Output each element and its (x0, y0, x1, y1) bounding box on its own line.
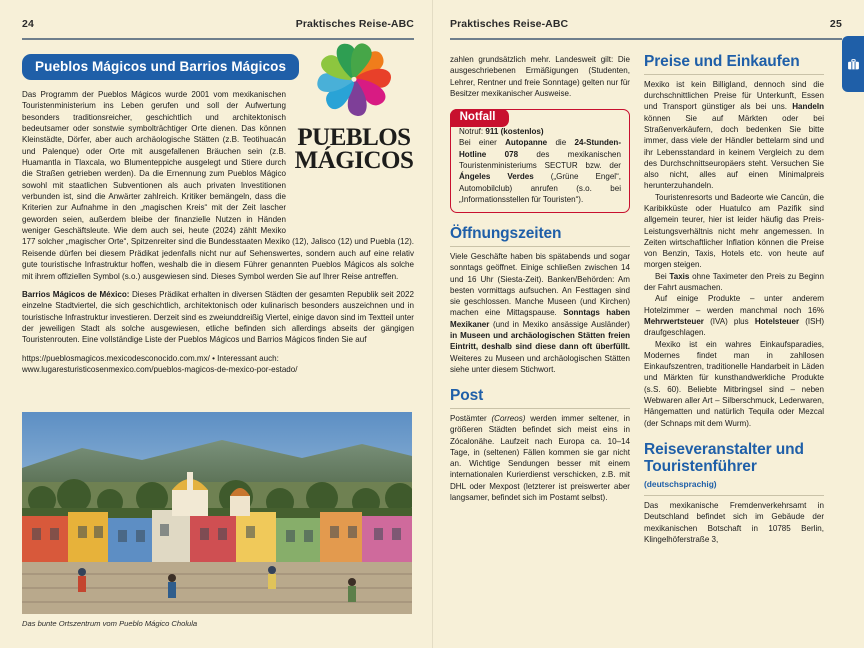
notruf-number: 911 (kostenlos) (485, 127, 544, 137)
notfall-body-g: („Grüne Engel“, Automobilclub) anrufen (s.o. bei „Informationsstellen für Touristen“). (459, 172, 621, 204)
right-page-columns (450, 54, 842, 545)
preise-p3-b: Taxis (669, 271, 690, 281)
heading-rule-post (450, 408, 630, 409)
heading-reise-line-1: Reiseveranstalter und (644, 440, 804, 458)
chapter-thumb-tab[interactable] (842, 36, 864, 92)
notfall-body-c: die (547, 138, 575, 148)
notfall-body-f: Ángeles Verdes (459, 172, 534, 182)
link-line-1[interactable]: https://pueblosmagicos.mexicodesconocido.com.mx/ • Interessant auch: (22, 353, 279, 363)
oeffnungszeiten-c: (und in Mexiko ansässige Ausländer) (489, 319, 630, 329)
post-a: Postämter (450, 414, 492, 423)
photo-caption: Das bunte Ortszentrum vom Pueblo Mágico Cholula (22, 619, 198, 628)
barrios-lead-in: Barrios Mágicos de México: (22, 289, 130, 299)
heading-rule-oeffnungszeiten (450, 246, 630, 247)
folio-left: 24 (22, 18, 35, 30)
left-links-block (22, 353, 414, 376)
notfall-body-d: 24-Stunden-Hotline 078 (459, 138, 621, 159)
oeffnungszeiten-a: Viele Geschäfte haben bis spätabends und sogar sonntags geöffnet. Einige schließen zwischen 14 und 16 Uhr (Siesta-Zeit). Banken/Behörden: Am besten vormittags aufsuchen. An Festtagen sind sie geschlossen. Manche Museen (und Kirchen) machen eine Mittagspause. (450, 252, 630, 318)
post-paragraph (450, 413, 630, 503)
suitcase-icon (847, 58, 860, 71)
heading-post: Post (450, 387, 484, 405)
preise-p4-c: (IVA) plus (703, 316, 755, 326)
preise-p1-b: Handeln (792, 102, 824, 112)
heading-reise-line-2: Touristenführer (644, 457, 757, 475)
notruf-label: Notruf: (459, 127, 484, 137)
reiseveranstalter-paragraph: Das mexikanische Fremdenverkehrsamt in Deutschland befindet sich im Gebäude der mexikanischen Botschaft in 10785 Berlin, Klingelhöferstraße 3, (644, 501, 824, 545)
barrios-body: Dieses Prädikat erhalten in diversen Städten der gesamten Republik seit 2022 einzelne Stadtviertel, die sich geschichtlich, architektonisch oder kulinarisch besonders auszeichnen und in touristische Infrastruktur investieren. Derzeit sind es zweiunddreißig Viertel, einige davon sind im Textteil unter der jeweiligen Stadt als solche ausgewiesen, etliche befinden sich allerdings abseits der gängigen Touristenrouten. Eine vollständige Liste der Pueblos Mágicos und Barrios Mágicos finden Sie auf (22, 289, 414, 345)
column-left (450, 54, 630, 545)
preise-paragraph-1 (644, 79, 824, 192)
preise-p4-b: Mehrwertsteuer (644, 316, 704, 326)
heading-rule-preise (644, 74, 824, 75)
heading-oeffnungszeiten: Öffnungszeiten (450, 225, 562, 243)
paragraph-pueblos-magicos: Das Programm der Pueblos Mágicos wurde 2001 vom mexikanischen Touristenministerium ins Leben gerufen und soll der Aufwertung besonders traditionsreicher, geschichtlich und architektonisch bedeutsamer oder sonstwie symbolträchtiger Orte dienen. Das können Kleinstädte, Dörfer, aber auch archäologische Stätten (z.B. Teotihuacán und Palenque) oder Orte mit ausgefallenen Bräuchen sein (z.B. Huamantla in Tlaxcala, wo Blumenteppiche ausgelegt und Stiere durch die Straßen getrieben werden). Da die Ernennung zum Pueblos Mágico sowohl mit staatlichen Subventionen als auch privaten Investitionen verbunden ist, sind die Anwärter zahlreich. Kritiker bemängeln, dass die Kriterien zur Aufnahme in den „magischen Kreis“ mit der Zeit lascher geworden seien, außerdem bleibe der finanzielle Nutzen in Händen weniger Geschäftsleute. Wie dem auch sei, heute (2024) zählt Mexiko 177 solcher „magischer Orte“, Spitzenreiter sind die Bundesstaaten Mexiko (12), Jalisco (12) und Puebla (12). Reisende dürfen bei diesem Prädikat jedenfalls nicht nur auf Sehenswertes, sondern auch auf eine relativ gute touristische Infrastruktur hoffen, weshalb die in diesem Führer genannten Pueblos Mágicos als solche mit ihrem offiziellen Symbol (s.o.) ausgewiesen sind. Dieses Symbol werden Sie auf Ihrer Reise antreffen. (22, 90, 414, 281)
post-b: (Correos) (491, 414, 526, 423)
photo-block (22, 412, 412, 628)
preise-p3-a: Bei (655, 271, 670, 281)
preise-paragraph-5: Mexiko ist ein wahres Einkaufsparadies, Modernes findet man in zahllosen Einkaufszentren, traditionelle Handarbeit in Läden und Märkten für kunsthandwerkliche Produkte (s.S. 60). Beliebte Mitbringsel sind – neben Webwaren aller Art – Silberschmuck, Lederwaren, Hängematten und natürlich Tequila oder Mezcal (der Schnaps mit dem Wurm). (644, 339, 824, 428)
logo-word-magicos: MÁGICOS (294, 147, 414, 174)
preise-p4-e: (ISH) draufgeschlagen. (644, 316, 824, 338)
preise-p4-d: Hotelsteuer (754, 316, 800, 326)
heading-reise-sub: (deutschsprachig) (644, 479, 717, 490)
running-title-right: Praktisches Reise-ABC (450, 18, 569, 30)
page-right (432, 0, 864, 648)
section-banner-pueblos-magicos: Pueblos Mágicos und Barrios Mágicos (22, 54, 299, 80)
heading-preise-und-einkaufen: Preise und Einkaufen (644, 53, 800, 70)
continued-paragraph: zahlen grundsätzlich mehr. Landesweit gilt: Die ausgeschriebenen Ermäßigungen (Studenten, Lehrer, Rentner und freie Sonntage) gelten nur für Besitzer mexikanischer Ausweise. (450, 55, 630, 98)
preise-paragraph-4 (644, 293, 824, 338)
notfall-body (459, 137, 621, 205)
oeffnungszeiten-e: Weiteres zu Museen und archäologischen Stätten siehe unter diesem Stichwort. (450, 353, 630, 374)
notfall-text (459, 126, 621, 205)
heading-rule-reiseveranstalter (644, 495, 824, 496)
running-head-right (450, 18, 842, 44)
notfall-body-a: Bei einer (459, 138, 506, 148)
folio-right: 25 (829, 18, 842, 30)
preise-p1-c: können Sie auf Märkten oder bei Straßenverkäufern, doch bedenken Sie bitte immer, dass viele der Händler bettelarm sind und ihr Lebensstandard in keinem Vergleich zu dem des Durchschnittseuropäers steht. Versuchen Sie also nicht, alles auf einen Minimalpreis herunterzuhandeln. (644, 113, 824, 191)
preise-paragraph-2: Touristenresorts und Badeorte wie Cancún, die Karibikküste oder Huatulco am Pazifik sind allgemein teurer, hier ist leider häufig das Preis-Leistungsverhältnis nicht mehr angemessen. In Zeiten wirtschaftlicher Inflation können die Preise von Benzin, Taxis, Hotels etc. von heute auf morgen steigen. (644, 192, 824, 270)
column-right (644, 54, 824, 545)
notfall-body-b: Autopanne (505, 138, 548, 148)
preise-p1-a: Mexiko ist kein Billigland, dennoch sind die durchschnittlichen Preise für Unterkunft, Essen und Transport günstiger als bei uns. (644, 79, 824, 112)
pueblos-magicos-logo (292, 38, 416, 172)
link-line-2[interactable]: www.lugaresturisticosenmexico.com/pueblos-magicos-de-mexico-por-estado/ (22, 364, 298, 374)
post-c: werden immer seltener, in größeren Städten befindet sich meist eins in Zócalonähe. Laufzeit nach Europa ca. 10–14 Tage, in (seltenen) Fällen kommen sie gar nicht an. Wichtige Sendungen besser mit einem internationalen Kurierdienst verschicken, z.B. mit DHL oder Mexpost (letzterer ist preiswerter aber langsamer, befindet sich im Postamt selbst). (450, 414, 630, 503)
preise-p3-c: ohne Taximeter den Preis zu Beginn der Fahrt ausmachen. (644, 271, 824, 293)
notfall-box (450, 109, 630, 213)
cholula-town-centre-photo (22, 412, 412, 614)
running-head-rule-right (450, 38, 842, 40)
preise-paragraph-3 (644, 271, 824, 294)
logo-word-pueblos: PUEBLOS (297, 124, 411, 151)
preise-p4-a: Auf einige Produkte – unter anderem Hotelzimmer – werden manchmal noch 16% (644, 294, 824, 315)
notfall-body-e: des mexikanischen Touristenministeriums SECTUR bzw. der (459, 149, 621, 171)
notfall-emergency-line (459, 126, 621, 137)
page-gutter (432, 0, 433, 648)
notfall-tag: Notfall (450, 109, 510, 127)
oeffnungszeiten-paragraph (450, 251, 630, 375)
heading-reiseveranstalter (644, 442, 824, 492)
pinwheel-logo-icon (306, 38, 402, 124)
oeffnungszeiten-d: in Museen und archäologischen Stätten freien Eintritt, deshalb sind diese dann oft überfüllt. (450, 331, 630, 352)
oeffnungszeiten-b: Sonntags haben Mexikaner (450, 308, 630, 329)
running-title-left: Praktisches Reise-ABC (295, 18, 414, 30)
paragraph-barrios-magicos (22, 289, 414, 346)
